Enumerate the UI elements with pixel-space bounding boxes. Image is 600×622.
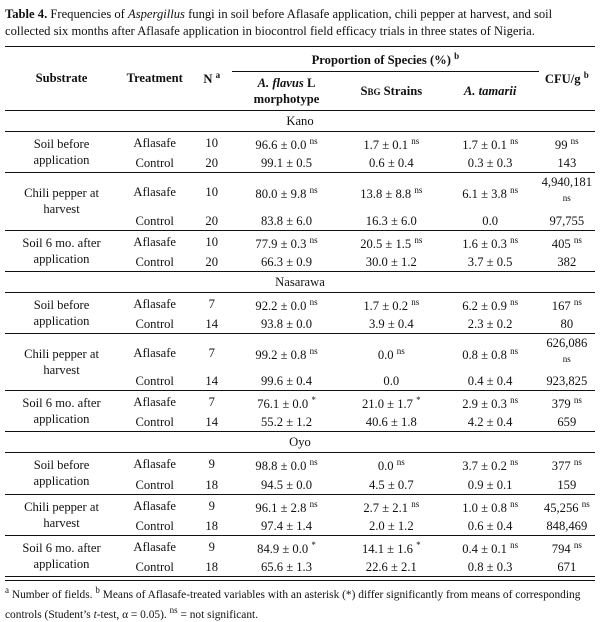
substrate-cell (5, 535, 118, 576)
table-row (5, 132, 595, 155)
header-treatment: Treatment (118, 47, 191, 111)
tamarii-cell: 0.4 ± 0.1 $^{ns}$ (462, 539, 519, 556)
substrate-cell (5, 292, 118, 333)
substrate-cell (5, 391, 118, 432)
tamarii-cell: 3.7 ± 0.2 $^{ns}$ (462, 457, 519, 474)
treatment-cell: Control (135, 156, 174, 171)
cfu-cell: 659 (557, 415, 577, 430)
treatment-cell: Aflasafe (133, 185, 177, 200)
sbg-cell: 14.1 ± 1.6 * (361, 539, 421, 556)
tamarii-cell: 0.8 ± 0.3 (467, 559, 513, 574)
substrate-line: application (33, 153, 90, 168)
cfu-cell: 159 (557, 477, 577, 492)
substrate-line: application (33, 251, 90, 266)
flavus-cell: 55.2 ± 1.2 (261, 415, 312, 430)
flavus-cell: 99.2 ± 0.8 $^{ns}$ (255, 345, 318, 363)
tamarii-cell: 4.2 ± 0.4 (467, 415, 513, 430)
cfu-cell: 97,755 (549, 213, 585, 228)
n-cell: 9 (208, 498, 215, 513)
cfu-cell: 377 $^{ns}$ (551, 457, 582, 474)
sbg-cell: 21.0 ± 1.7 * (361, 395, 421, 412)
substrate-line: harvest (43, 363, 80, 378)
substrate-line: Soil before (33, 137, 90, 152)
substrate-line: Soil 6 mo. after (22, 235, 101, 250)
sbg-cell: 0.6 ± 0.4 (368, 156, 414, 171)
treatment-cell: Control (135, 213, 174, 228)
caption-text: Frequencies of (47, 7, 129, 21)
header-n: N $^a$ (191, 47, 232, 111)
state-row (5, 111, 595, 132)
substrate-line: harvest (43, 515, 80, 530)
state-name: Kano (5, 111, 595, 132)
cfu-cell: 99 $^{ns}$ (554, 136, 579, 153)
caption-text-end: fungi in soil before Aflasafe application, chili pepper at harvest, and soil collected six months after Aflasafe application in biocontrol field efficacy trials in three states of Nigeria. (5, 7, 553, 38)
treatment-cell: Control (135, 316, 174, 331)
cfu-cell: 45,256 $^{ns}$ (543, 498, 590, 515)
tamarii-cell: 1.7 ± 0.1 $^{ns}$ (462, 136, 519, 153)
treatment-cell: Aflasafe (133, 539, 177, 554)
table-row (5, 292, 595, 315)
n-cell: 14 (205, 415, 219, 430)
flavus-cell: 77.9 ± 0.3 $^{ns}$ (255, 234, 318, 251)
tamarii-cell: 6.1 ± 3.8 $^{ns}$ (462, 185, 519, 202)
sbg-cell: 1.7 ± 0.2 $^{ns}$ (363, 296, 420, 313)
cfu-cell: 80 (560, 316, 574, 331)
substrate-line: Soil before (33, 458, 90, 473)
table-footnote: $^a$ Number of fields. $^b$ Means of Aflasafe-treated variables with an asterisk (*) differ significantly from means of corresponding controls (Student’s t-test, α = 0.05). $^{ns}$ = not significant. (5, 580, 595, 622)
sbg-cell: 16.3 ± 6.0 (365, 213, 417, 228)
cfu-cell: 405 $^{ns}$ (551, 234, 582, 251)
flavus-cell: 76.1 ± 0.0 * (257, 395, 316, 412)
substrate-cell (5, 230, 118, 271)
n-cell: 9 (208, 539, 215, 554)
treatment-cell: Aflasafe (133, 498, 177, 513)
substrate-line: application (33, 412, 90, 427)
substrate-line: Soil before (33, 297, 90, 312)
sbg-cell: 0.0 $^{ns}$ (377, 345, 405, 363)
flavus-cell: 66.3 ± 0.9 (261, 254, 312, 269)
tamarii-cell: 0.6 ± 0.4 (467, 518, 513, 533)
sbg-cell: 20.5 ± 1.5 $^{ns}$ (360, 234, 423, 251)
n-cell: 10 (205, 234, 219, 249)
tamarii-cell: 6.2 ± 0.9 $^{ns}$ (462, 296, 519, 313)
state-name: Nasarawa (5, 271, 595, 292)
n-cell: 10 (205, 185, 219, 200)
cfu-cell: 923,825 (546, 374, 588, 389)
caption-genus: Aspergillus (128, 7, 185, 21)
flavus-cell: 96.6 ± 0.0 $^{ns}$ (255, 136, 318, 153)
table-row (5, 535, 595, 558)
cfu-cell: 794 $^{ns}$ (551, 539, 582, 556)
treatment-cell: Control (135, 477, 174, 492)
sbg-cell: 2.7 ± 2.1 $^{ns}$ (363, 498, 420, 515)
substrate-line: application (33, 313, 90, 328)
n-cell: 18 (205, 518, 219, 533)
table-row (5, 333, 595, 372)
state-row (5, 271, 595, 292)
header-flavus: A. flavus L morphotype (232, 72, 341, 111)
tamarii-cell: 0.8 ± 0.8 $^{ns}$ (462, 345, 519, 363)
substrate-line: Chili pepper at (24, 499, 99, 514)
header-proportion: Proportion of Species (%) $^b$ (232, 47, 539, 72)
tamarii-cell: 1.0 ± 0.8 $^{ns}$ (462, 498, 519, 515)
n-cell: 14 (205, 374, 219, 389)
flavus-cell: 96.1 ± 2.8 $^{ns}$ (255, 498, 318, 515)
substrate-line: Soil 6 mo. after (22, 540, 101, 555)
n-cell: 20 (205, 254, 219, 269)
n-cell: 20 (205, 156, 219, 171)
n-cell: 7 (208, 346, 215, 361)
cfu-cell: 671 (557, 559, 577, 574)
treatment-cell: Control (135, 254, 174, 269)
table-row (5, 173, 595, 212)
flavus-cell: 94.5 ± 0.0 (261, 477, 312, 492)
flavus-cell: 83.8 ± 6.0 (261, 213, 312, 228)
state-row (5, 432, 595, 453)
flavus-cell: 65.6 ± 1.3 (261, 559, 312, 574)
substrate-line: Chili pepper at (24, 347, 99, 362)
flavus-cell: 98.8 ± 0.0 $^{ns}$ (255, 457, 318, 474)
tamarii-cell: 0.9 ± 0.1 (467, 477, 513, 492)
treatment-cell: Aflasafe (133, 346, 177, 361)
header-tamarii: A. tamarii (442, 72, 539, 111)
cfu-cell: 382 (557, 254, 577, 269)
sbg-cell: 4.5 ± 0.7 (368, 477, 414, 492)
table-label: Table 4. (5, 7, 48, 21)
n-cell: 14 (205, 316, 219, 331)
treatment-cell: Control (135, 374, 174, 389)
n-cell: 20 (205, 213, 219, 228)
flavus-cell: 80.0 ± 9.8 $^{ns}$ (255, 185, 318, 202)
sbg-cell: 22.6 ± 2.1 (365, 559, 417, 574)
cfu-cell: 143 (557, 156, 577, 171)
treatment-cell: Control (135, 559, 174, 574)
header-sbg: SBG Strains (341, 72, 442, 111)
treatment-cell: Control (135, 518, 174, 533)
flavus-cell: 99.6 ± 0.4 (261, 374, 312, 389)
n-cell: 7 (208, 395, 215, 410)
table-caption (5, 6, 595, 40)
n-cell: 7 (208, 296, 215, 311)
cfu-cell: 4,940,181 $^{ns}$ (541, 175, 592, 204)
substrate-line: application (33, 556, 90, 571)
flavus-cell: 92.2 ± 0.0 $^{ns}$ (255, 296, 318, 313)
table-row (5, 494, 595, 517)
data-table (5, 46, 595, 577)
n-cell: 10 (205, 136, 219, 151)
sbg-cell: 30.0 ± 1.2 (365, 254, 417, 269)
substrate-line: Soil 6 mo. after (22, 396, 101, 411)
table-row (5, 391, 595, 414)
treatment-cell: Aflasafe (133, 395, 177, 410)
substrate-line: harvest (43, 202, 80, 217)
substrate-cell (5, 132, 118, 173)
flavus-cell: 99.1 ± 0.5 (261, 156, 312, 171)
n-cell: 18 (205, 559, 219, 574)
table-row (5, 453, 595, 476)
cfu-cell: 626,086 $^{ns}$ (546, 335, 588, 364)
sbg-cell: 1.7 ± 0.1 $^{ns}$ (363, 136, 420, 153)
treatment-cell: Aflasafe (133, 136, 177, 151)
tamarii-cell: 2.3 ± 0.2 (467, 316, 513, 331)
sbg-cell: 13.8 ± 8.8 $^{ns}$ (360, 185, 423, 202)
cfu-cell: 379 $^{ns}$ (551, 395, 582, 412)
tamarii-cell: 0.3 ± 0.3 (467, 156, 513, 171)
tamarii-cell: 3.7 ± 0.5 (467, 254, 513, 269)
flavus-cell: 97.4 ± 1.4 (261, 518, 312, 533)
substrate-cell (5, 453, 118, 494)
substrate-cell (5, 494, 118, 535)
cfu-cell: 167 $^{ns}$ (551, 296, 582, 313)
flavus-cell: 93.8 ± 0.0 (261, 316, 312, 331)
treatment-cell: Aflasafe (133, 234, 177, 249)
treatment-cell: Aflasafe (133, 296, 177, 311)
state-name: Oyo (5, 432, 595, 453)
sbg-cell: 0.0 $^{ns}$ (377, 457, 405, 474)
flavus-cell: 84.9 ± 0.0 * (257, 539, 316, 556)
n-cell: 18 (205, 477, 219, 492)
sbg-cell: 3.9 ± 0.4 (368, 316, 414, 331)
sbg-cell: 0.0 (383, 374, 400, 389)
tamarii-cell: 2.9 ± 0.3 $^{ns}$ (462, 395, 519, 412)
tamarii-cell: 0.4 ± 0.4 (467, 374, 513, 389)
substrate-line: application (33, 474, 90, 489)
substrate-cell (5, 173, 118, 230)
cfu-cell: 848,469 (546, 518, 588, 533)
substrate-cell (5, 333, 118, 390)
sbg-cell: 2.0 ± 1.2 (368, 518, 414, 533)
substrate-line: Chili pepper at (24, 186, 99, 201)
n-cell: 9 (208, 457, 215, 472)
treatment-cell: Control (135, 415, 174, 430)
tamarii-cell: 1.6 ± 0.3 $^{ns}$ (462, 234, 519, 251)
header-substrate: Substrate (5, 47, 118, 111)
table-row (5, 230, 595, 253)
sbg-cell: 40.6 ± 1.8 (365, 415, 417, 430)
treatment-cell: Aflasafe (133, 457, 177, 472)
header-cfu: CFU/g $^b$ (539, 47, 595, 111)
tamarii-cell: 0.0 (482, 213, 499, 228)
